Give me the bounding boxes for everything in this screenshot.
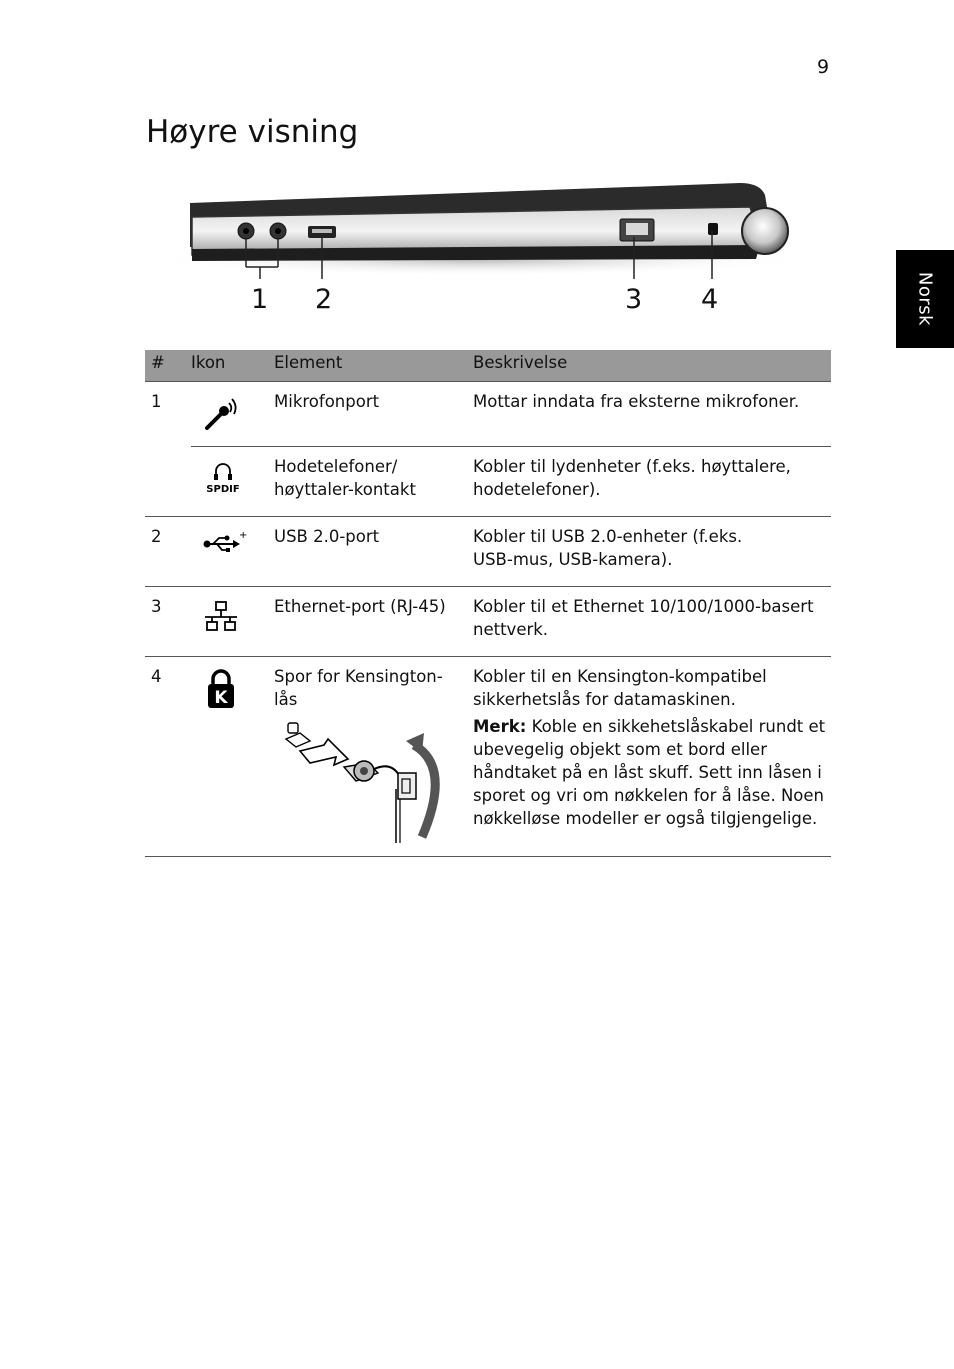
callout-4: 4 bbox=[701, 284, 719, 315]
row-number: 3 bbox=[145, 587, 191, 657]
headphones-spdif-icon bbox=[201, 459, 245, 495]
header-icon: Ikon bbox=[191, 350, 274, 382]
svg-text:+: + bbox=[239, 530, 248, 541]
table-row bbox=[145, 587, 831, 657]
row-note bbox=[473, 715, 831, 830]
table-row bbox=[145, 657, 831, 857]
table-row bbox=[145, 447, 831, 517]
row-number: 4 bbox=[145, 657, 191, 857]
page-title: Høyre visning bbox=[146, 114, 359, 150]
row-description: Kobler til lydenheter (f.eks. høyttalere, hodetelefoner). bbox=[473, 447, 831, 517]
page-number: 9 bbox=[817, 56, 830, 78]
table-header-row bbox=[145, 350, 831, 382]
header-element: Element bbox=[274, 350, 473, 382]
note-label: Merk: bbox=[473, 717, 527, 736]
network-icon bbox=[201, 599, 241, 635]
ports-table bbox=[145, 350, 831, 857]
row-element: Spor for Kensington- lås bbox=[274, 667, 443, 709]
callout-2: 2 bbox=[315, 284, 333, 315]
table-row bbox=[145, 517, 831, 587]
callout-3: 3 bbox=[625, 284, 643, 315]
microphone-icon bbox=[201, 394, 241, 434]
row-number: 1 bbox=[145, 382, 191, 447]
kensington-lock-illustration bbox=[282, 719, 452, 844]
row-element: Ethernet-port (RJ-45) bbox=[274, 587, 473, 657]
header-num: # bbox=[145, 350, 191, 382]
kensington-lock-icon bbox=[201, 669, 241, 711]
spdif-label: SPDIF bbox=[206, 484, 240, 495]
row-description: Kobler til USB 2.0-enheter (f.eks. USB-mus, USB-kamera). bbox=[473, 517, 831, 587]
language-label: Norsk bbox=[914, 271, 936, 327]
row-number bbox=[145, 447, 191, 517]
row-description: Kobler til et Ethernet 10/100/1000-basert nettverk. bbox=[473, 587, 831, 657]
language-side-tab bbox=[896, 250, 954, 348]
row-element: Hodetelefoner/ høyttaler-kontakt bbox=[274, 447, 473, 517]
kensington-slot bbox=[708, 223, 718, 235]
row-number: 2 bbox=[145, 517, 191, 587]
row-description: Kobler til en Kensington-kompatibel sikkerhetslås for datamaskinen. bbox=[473, 667, 767, 709]
table-row bbox=[145, 382, 831, 447]
usb-icon bbox=[201, 529, 248, 559]
row-element: Mikrofonport bbox=[274, 382, 473, 447]
row-description: Mottar inndata fra eksterne mikrofoner. bbox=[473, 382, 831, 447]
hinge-knob bbox=[742, 208, 788, 254]
header-description: Beskrivelse bbox=[473, 350, 831, 382]
row-element: USB 2.0-port bbox=[274, 517, 473, 587]
callout-1: 1 bbox=[251, 284, 269, 315]
note-text: Koble en sikkehetslåskabel rundt et ubevegelig objekt som et bord eller håndtaket på en låst skuff. Sett inn låsen i sporet og vri om nøkkelen for å låse. Noen nøkkelløse modeller er også tilgjengelige. bbox=[473, 717, 826, 828]
kensington-k-label: K bbox=[214, 688, 228, 708]
